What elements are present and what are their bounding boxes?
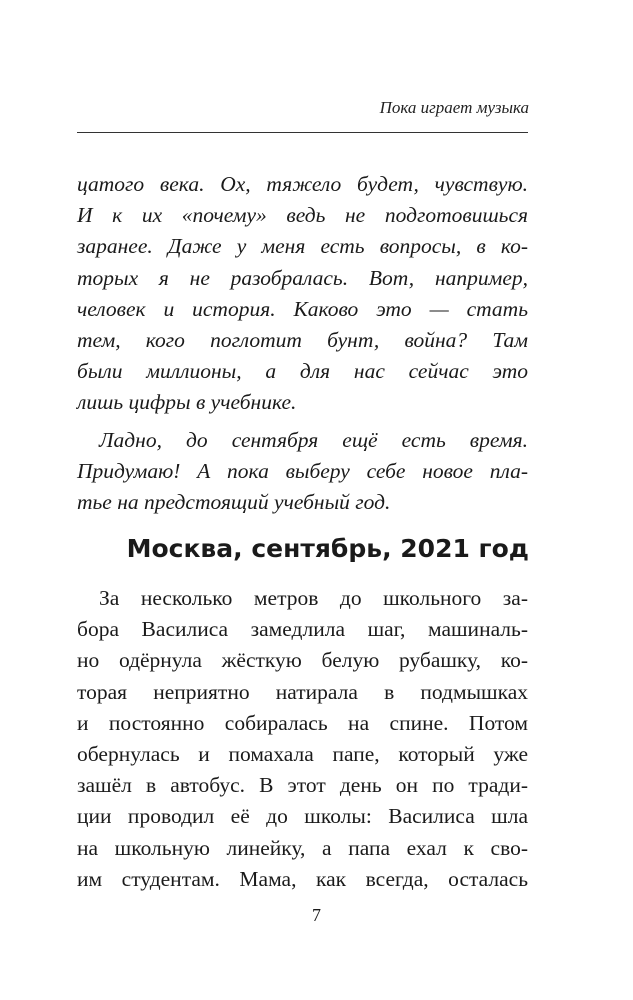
text-line: были миллионы, а для нас сейчас это xyxy=(77,359,528,384)
text-line: зашёл в автобус. В этот день он по тради- xyxy=(77,773,528,798)
running-head: Пока играет музыка xyxy=(379,98,529,117)
text-line: торых я не разобралась. Вот, например, xyxy=(77,265,528,290)
paragraph xyxy=(77,425,528,519)
text-line: лишь цифры в учебнике. xyxy=(77,390,297,415)
text-line: бора Василиса замедлила шаг, машиналь- xyxy=(77,617,528,642)
text-line: им студентам. Мама, как всегда, осталась xyxy=(77,866,528,891)
text-line: обернулась и помахала папе, который уже xyxy=(77,742,528,767)
text-line: Ладно, до сентября ещё есть время. xyxy=(99,427,528,452)
paragraph xyxy=(77,169,528,419)
paragraph xyxy=(77,583,528,895)
text-line: но одёрнула жёсткую белую рубашку, ко- xyxy=(77,648,528,673)
italic-text-block xyxy=(77,169,528,518)
text-line: торая неприятно натирала в подмышках xyxy=(77,679,528,704)
text-line: на школьную линейку, а папа ехал к сво- xyxy=(77,835,528,860)
text-line: заранее. Даже у меня есть вопросы, в ко- xyxy=(77,234,528,259)
text-line: И к их «почему» ведь не подготовишься xyxy=(77,203,528,228)
body-text-block xyxy=(77,583,528,895)
text-line: ции проводил её до школы: Василиса шла xyxy=(77,804,528,829)
text-line: тем, кого поглотит бунт, война? Там xyxy=(77,328,528,353)
text-line: и постоянно собиралась на спине. Потом xyxy=(77,710,528,735)
header-rule xyxy=(77,132,528,133)
text-line: За несколько метров до школьного за- xyxy=(99,586,528,610)
text-line: Придумаю! А пока выберу себе новое пла- xyxy=(77,458,528,483)
text-line: тье на предстоящий учебный год. xyxy=(77,490,391,515)
text-line: цатого века. Ох, тяжело будет, чувствую. xyxy=(77,172,528,196)
page-number: 7 xyxy=(312,905,321,925)
text-line: человек и история. Каково это — стать xyxy=(77,296,528,321)
section-heading: Москва, сентябрь, 2021 год xyxy=(126,534,529,563)
